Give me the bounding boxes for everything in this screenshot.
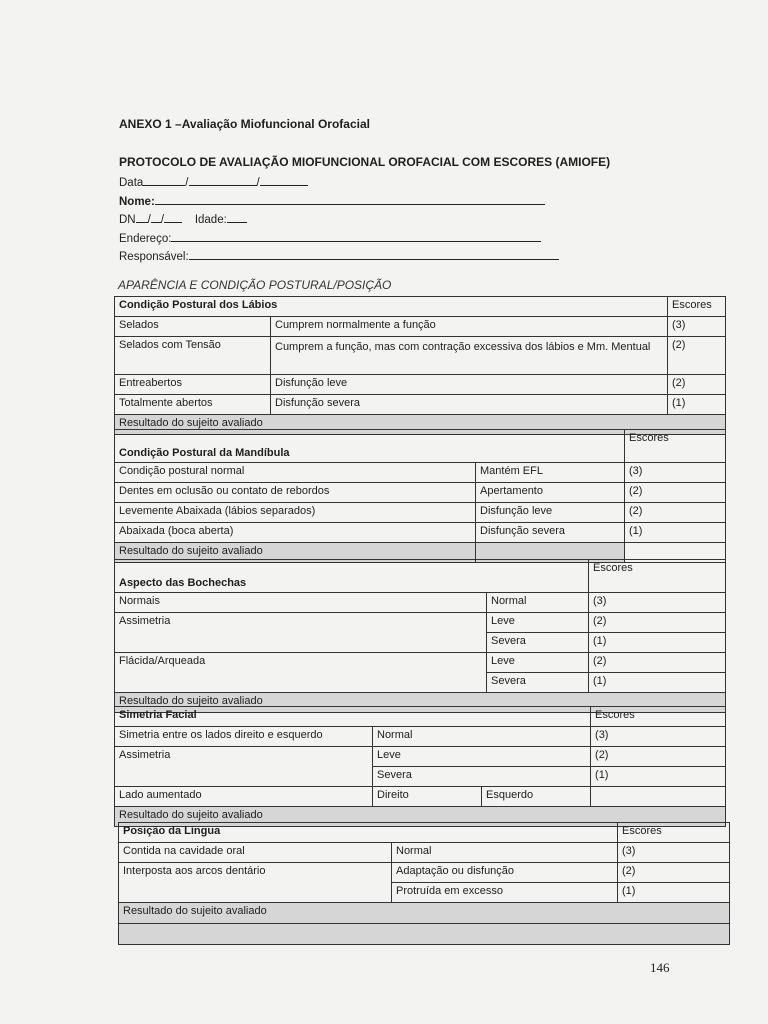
resultado-row[interactable]: Resultado do sujeito avaliado	[119, 903, 730, 924]
lingua-table	[118, 822, 730, 945]
score-cell[interactable]: (2)	[668, 337, 726, 375]
table-cell: Apertamento	[476, 483, 625, 503]
table-cell: Condição postural normal	[115, 463, 476, 483]
score-cell[interactable]: (3)	[591, 727, 726, 747]
table-cell[interactable]: Esquerdo	[482, 787, 591, 807]
score-cell[interactable]: (2)	[589, 613, 726, 633]
protocol-title: PROTOCOLO DE AVALIAÇÃO MIOFUNCIONAL OROFACIAL COM ESCORES (AMIOFE)	[119, 155, 611, 169]
table-cell: Leve	[373, 747, 591, 767]
escores-label: Escores	[591, 707, 726, 727]
table-cell: Mantém EFL	[476, 463, 625, 483]
score-cell[interactable]: (1)	[591, 767, 726, 787]
table-cell: Adaptação ou disfunção	[392, 863, 618, 883]
table-cell: Protruída em excesso	[392, 883, 618, 903]
table-cell: Cumprem normalmente a função	[271, 317, 668, 337]
table-cell: Disfunção severa	[271, 395, 668, 415]
table-cell: Selados	[115, 317, 271, 337]
escores-label: Escores	[668, 297, 726, 317]
dn-field[interactable]: DN / / Idade:	[119, 212, 247, 226]
dn-label: DN	[119, 214, 136, 226]
score-cell[interactable]: (1)	[618, 883, 730, 903]
table-cell: Assimetria	[115, 747, 373, 787]
bochechas-table	[114, 559, 726, 713]
table-cell: Abaixada (boca aberta)	[115, 523, 476, 543]
table-cell[interactable]: Direito	[373, 787, 482, 807]
score-cell[interactable]: (2)	[668, 375, 726, 395]
responsavel-field[interactable]	[119, 249, 559, 263]
score-cell[interactable]: (1)	[589, 633, 726, 653]
table-cell: Severa	[373, 767, 591, 787]
nome-label: Nome:	[119, 196, 155, 208]
simetria-table	[114, 706, 726, 827]
section-title: APARÊNCIA E CONDIÇÃO POSTURAL/POSIÇÃO	[118, 278, 392, 292]
score-cell[interactable]: (3)	[625, 463, 726, 483]
data-field[interactable]: Data / /	[119, 175, 308, 189]
score-cell[interactable]: (2)	[618, 863, 730, 883]
labios-table	[114, 296, 726, 435]
result-empty-row[interactable]	[119, 924, 730, 945]
table-cell: Cumprem a função, mas com contração excessiva dos lábios e Mm. Mentual	[271, 337, 668, 375]
escores-label: Escores	[589, 560, 726, 593]
table-cell: Normal	[392, 843, 618, 863]
annex-title: ANEXO 1 –Avaliação Miofuncional Orofacial	[119, 117, 370, 131]
score-cell[interactable]	[591, 787, 726, 807]
page-number: 146	[650, 960, 670, 975]
table-cell: Totalmente abertos	[115, 395, 271, 415]
table-cell: Entreabertos	[115, 375, 271, 395]
resultado-row[interactable]: Resultado do sujeito avaliado	[115, 543, 476, 563]
escores-label: Escores	[618, 823, 730, 843]
table-cell: Dentes em oclusão ou contato de rebordos	[115, 483, 476, 503]
table-cell: Assimetria	[115, 613, 487, 653]
table-cell: Normal	[487, 593, 589, 613]
resultado-row[interactable]: Resultado do sujeito avaliado	[115, 693, 726, 713]
table-cell: Lado aumentado	[115, 787, 373, 807]
table-cell: Levemente Abaixada (lábios separados)	[115, 503, 476, 523]
simetria-title: Simetria Facial	[115, 707, 591, 727]
score-cell[interactable]: (1)	[589, 673, 726, 693]
table-cell: Selados com Tensão	[115, 337, 271, 375]
table-cell: Normal	[373, 727, 591, 747]
score-cell[interactable]: (1)	[625, 523, 726, 543]
nome-field[interactable]	[119, 194, 545, 208]
mandibula-title: Condição Postural da Mandíbula	[115, 430, 625, 463]
table-cell: Contida na cavidade oral	[119, 843, 392, 863]
labios-title: Condição Postural dos Lábios	[115, 297, 668, 317]
table-cell: Leve	[487, 653, 589, 673]
table-cell: Leve	[487, 613, 589, 633]
table-cell: Disfunção severa	[476, 523, 625, 543]
table-cell: Interposta aos arcos dentário	[119, 863, 392, 903]
table-cell: Normais	[115, 593, 487, 613]
score-cell[interactable]: (2)	[589, 653, 726, 673]
resultado-row[interactable]: Resultado do sujeito avaliado	[115, 807, 726, 827]
score-cell[interactable]: (3)	[668, 317, 726, 337]
responsavel-label: Responsável:	[119, 251, 189, 263]
score-cell[interactable]: (2)	[625, 483, 726, 503]
score-cell[interactable]: (3)	[589, 593, 726, 613]
score-cell[interactable]: (2)	[625, 503, 726, 523]
score-cell[interactable]: (2)	[591, 747, 726, 767]
bochechas-title: Aspecto das Bochechas	[115, 560, 589, 593]
data-label: Data	[119, 177, 144, 189]
table-cell: Flácida/Arqueada	[115, 653, 487, 693]
resultado-row[interactable]: Resultado do sujeito avaliado	[115, 415, 726, 435]
score-cell[interactable]: (3)	[618, 843, 730, 863]
table-cell: Simetria entre os lados direito e esquerdo	[115, 727, 373, 747]
table-cell: Severa	[487, 673, 589, 693]
lingua-title: Posição da Língua	[119, 823, 618, 843]
idade-label: Idade:	[194, 214, 227, 226]
escores-label: Escores	[625, 430, 726, 463]
score-cell[interactable]: (1)	[668, 395, 726, 415]
endereco-field[interactable]	[119, 231, 541, 245]
table-cell: Severa	[487, 633, 589, 653]
table-cell: Disfunção leve	[271, 375, 668, 395]
mandibula-table	[114, 429, 726, 563]
endereco-label: Endereço:	[119, 233, 172, 245]
table-cell: Disfunção leve	[476, 503, 625, 523]
